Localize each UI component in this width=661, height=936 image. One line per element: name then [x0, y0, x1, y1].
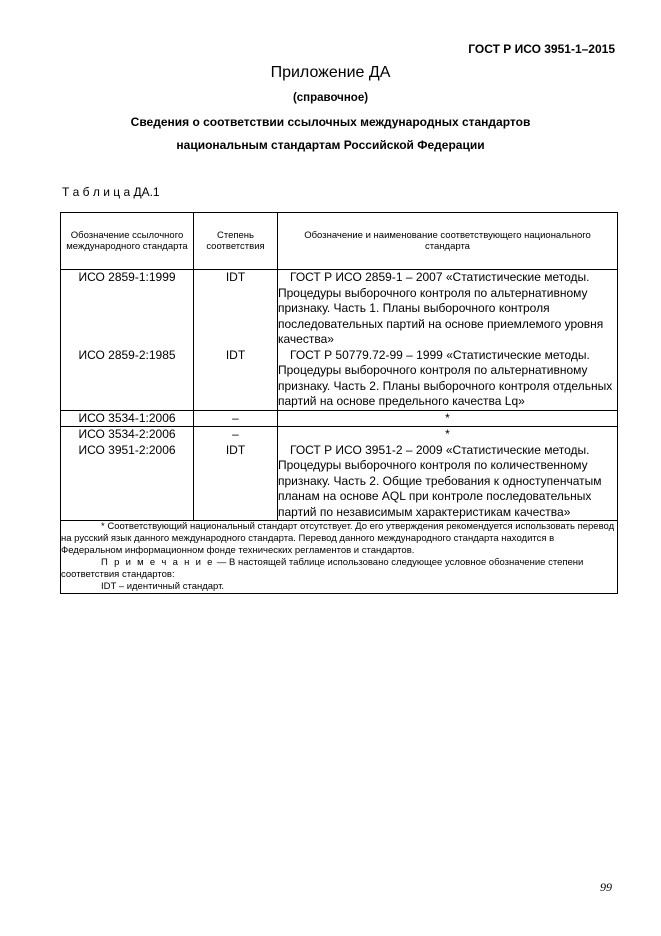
cell-national-text: ГОСТ Р ИСО 3951-2 – 2009 «Статистические методы. Процедуры выборочного контроля по количественному признаку. Часть 2. Общие требования к одноступенчатым планам на основе AQL при контроле последовательных партий по независимым характеристикам качества»	[278, 442, 602, 519]
column-header-degree: Степень соответствия	[194, 213, 278, 270]
table-header-row	[61, 213, 618, 270]
cell-ref: ИСО 3534-1:2006	[61, 410, 194, 427]
cell-national	[278, 270, 618, 348]
cell-ref: ИСО 3951-2:2006	[61, 443, 194, 521]
note-label: П р и м е ч а н и е	[101, 557, 215, 568]
footnote	[61, 521, 617, 557]
column-header-ref: Обозначение ссылочного международного стандарта	[61, 213, 194, 270]
cell-ref: ИСО 3534-2:2006	[61, 427, 194, 443]
cell-national-text: ГОСТ Р ИСО 2859-1 – 2007 «Статистические методы. Процедуры выборочного контроля по альтернативному признаку. Часть 1. Планы выборочного контроля последовательных партий на основе приемлемого уровня качества»	[278, 270, 604, 346]
note	[61, 557, 617, 581]
appendix-title: Приложение ДА	[270, 64, 391, 81]
cell-ref: ИСО 2859-2:1985	[61, 348, 194, 411]
page-number: 99	[600, 880, 612, 894]
cell-degree: IDT	[194, 443, 278, 521]
cell-degree: IDT	[194, 270, 278, 348]
table-row	[61, 410, 618, 427]
table-row	[61, 427, 618, 443]
section-heading-line-1: Сведения о соответствии ссылочных международных стандартов	[130, 115, 531, 129]
document-header: ГОСТ Р ИСО 3951-1–2015	[468, 42, 615, 56]
table-footnote-cell	[61, 521, 618, 594]
cell-national	[278, 348, 618, 411]
cell-national: *	[278, 410, 618, 427]
cell-degree: –	[194, 427, 278, 443]
cell-national: *	[278, 427, 618, 443]
note-text: — В настоящей таблице использовано следующее условное обозначение степени соответствия стандартов:	[61, 557, 584, 580]
cell-degree: –	[194, 410, 278, 427]
column-header-national: Обозначение и наименование соответствующего национального стандарта	[278, 213, 618, 270]
appendix-type: (справочное)	[292, 92, 369, 104]
note-item: IDT – идентичный стандарт.	[101, 581, 225, 592]
cell-degree: IDT	[194, 348, 278, 411]
table-footer-row	[61, 521, 618, 594]
section-heading-line-2: национальным стандартам Российской Федерации	[176, 138, 485, 152]
table-caption: Т а б л и ц а ДА.1	[62, 185, 160, 199]
cell-national-text: ГОСТ Р 50779.72-99 – 1999 «Статистические методы. Процедуры выборочного контроля по альтернативному признаку. Часть 2. Планы выборочного контроля отдельных партий на основе предельного качества Lq»	[278, 347, 613, 408]
cell-ref: ИСО 2859-1:1999	[61, 270, 194, 348]
footnote-text: * Соответствующий национальный стандарт отсутствует. До его утверждения рекомендуется использовать перевод на русский язык данного международного стандарта. Перевод данного международного стандарта находится в Федеральном информационном фонде технических регламентов и стандартов.	[61, 521, 615, 556]
standards-table	[60, 212, 618, 594]
table-row	[61, 443, 618, 521]
cell-national	[278, 443, 618, 521]
table-row	[61, 270, 618, 348]
table-row	[61, 348, 618, 411]
